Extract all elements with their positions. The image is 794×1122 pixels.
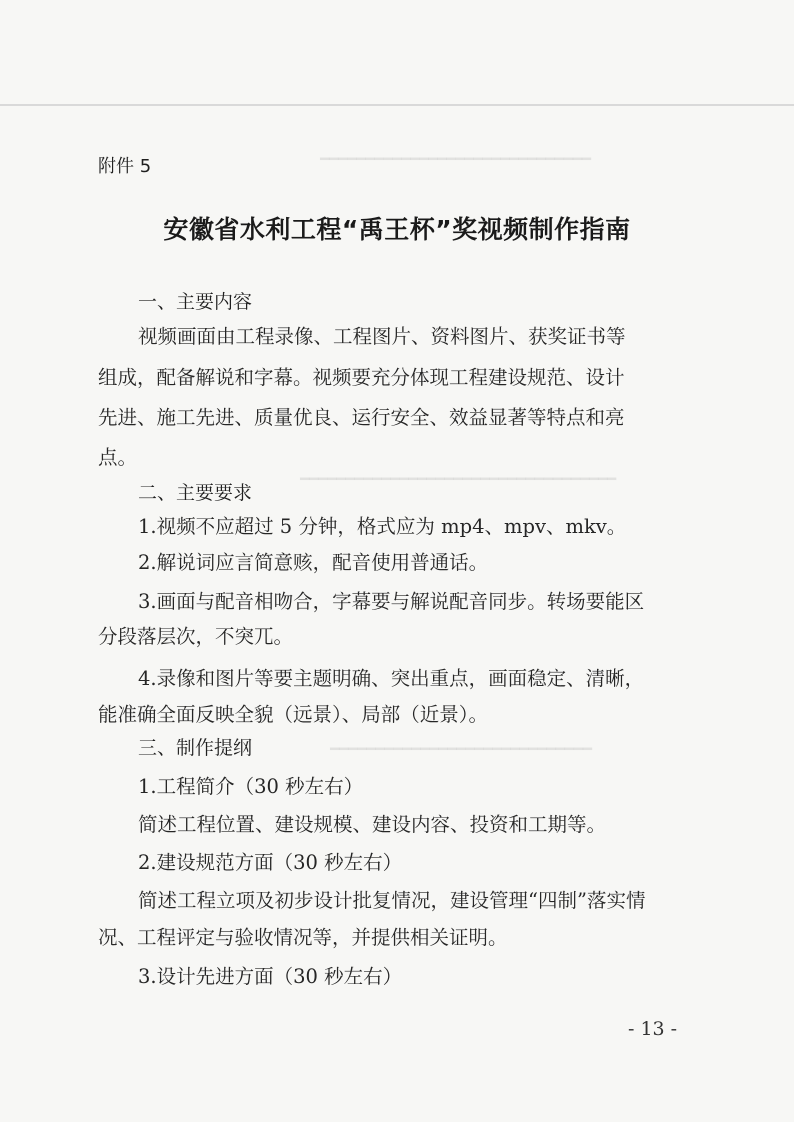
outline-item-3-title: 3.设计先进方面（30 秒左右） bbox=[138, 965, 403, 988]
section-heading-outline: 三、制作提纲 bbox=[138, 737, 253, 759]
requirement-item-3-line1: 3.画面与配音相吻合，字幕要与解说配音同步。转场要能区 bbox=[138, 590, 645, 613]
show-through-texture: ━━━━━━━━━━━━━━━━━━━━━━━━━━━━━ bbox=[330, 740, 592, 758]
paragraph-line: 点。 bbox=[98, 446, 138, 469]
requirement-item-4-line2: 能准确全面反映全貌（远景）、局部（近景）。 bbox=[98, 703, 489, 726]
section-heading-main-content: 一、主要内容 bbox=[138, 291, 253, 313]
outline-item-1-desc: 简述工程位置、建设规模、建设内容、投资和工期等。 bbox=[138, 813, 607, 836]
section-heading-requirements: 二、主要要求 bbox=[138, 482, 253, 504]
outline-item-1-title: 1.工程简介（30 秒左右） bbox=[138, 775, 364, 798]
requirement-item-1: 1.视频不应超过 5 分钟，格式应为 mp4、mpv、mkv。 bbox=[138, 515, 627, 538]
attachment-label: 附件 5 bbox=[98, 156, 152, 177]
paragraph-line: 组成，配备解说和字幕。视频要充分体现工程建设规范、设计 bbox=[98, 366, 625, 389]
outline-item-2-desc-line1: 简述工程立项及初步设计批复情况，建设管理“四制”落实情 bbox=[138, 889, 646, 912]
paragraph-line: 先进、施工先进、质量优良、运行安全、效益显著等特点和亮 bbox=[98, 406, 625, 429]
requirement-item-2: 2.解说词应言简意赅，配音使用普通话。 bbox=[138, 551, 489, 574]
outline-item-2-desc-line2: 况、工程评定与验收情况等，并提供相关证明。 bbox=[98, 926, 508, 949]
scan-top-rule bbox=[0, 104, 794, 106]
requirement-item-3-line2: 分段落层次，不突兀。 bbox=[98, 625, 294, 648]
document-title: 安徽省水利工程“禹王杯”奖视频制作指南 bbox=[163, 215, 631, 244]
page-number: - 13 - bbox=[628, 1018, 678, 1040]
show-through-texture: ━━━━━━━━━━━━━━━━━━━━━━━━━━━━━━━━━━━ bbox=[300, 470, 617, 488]
outline-item-2-title: 2.建设规范方面（30 秒左右） bbox=[138, 851, 403, 874]
paragraph-line: 视频画面由工程录像、工程图片、资料图片、获奖证书等 bbox=[138, 325, 626, 348]
show-through-texture: ━━━━━━━━━━━━━━━━━━━━━━━━━━━━━━ bbox=[320, 150, 591, 168]
requirement-item-4-line1: 4.录像和图片等要主题明确、突出重点，画面稳定、清晰， bbox=[138, 667, 645, 690]
